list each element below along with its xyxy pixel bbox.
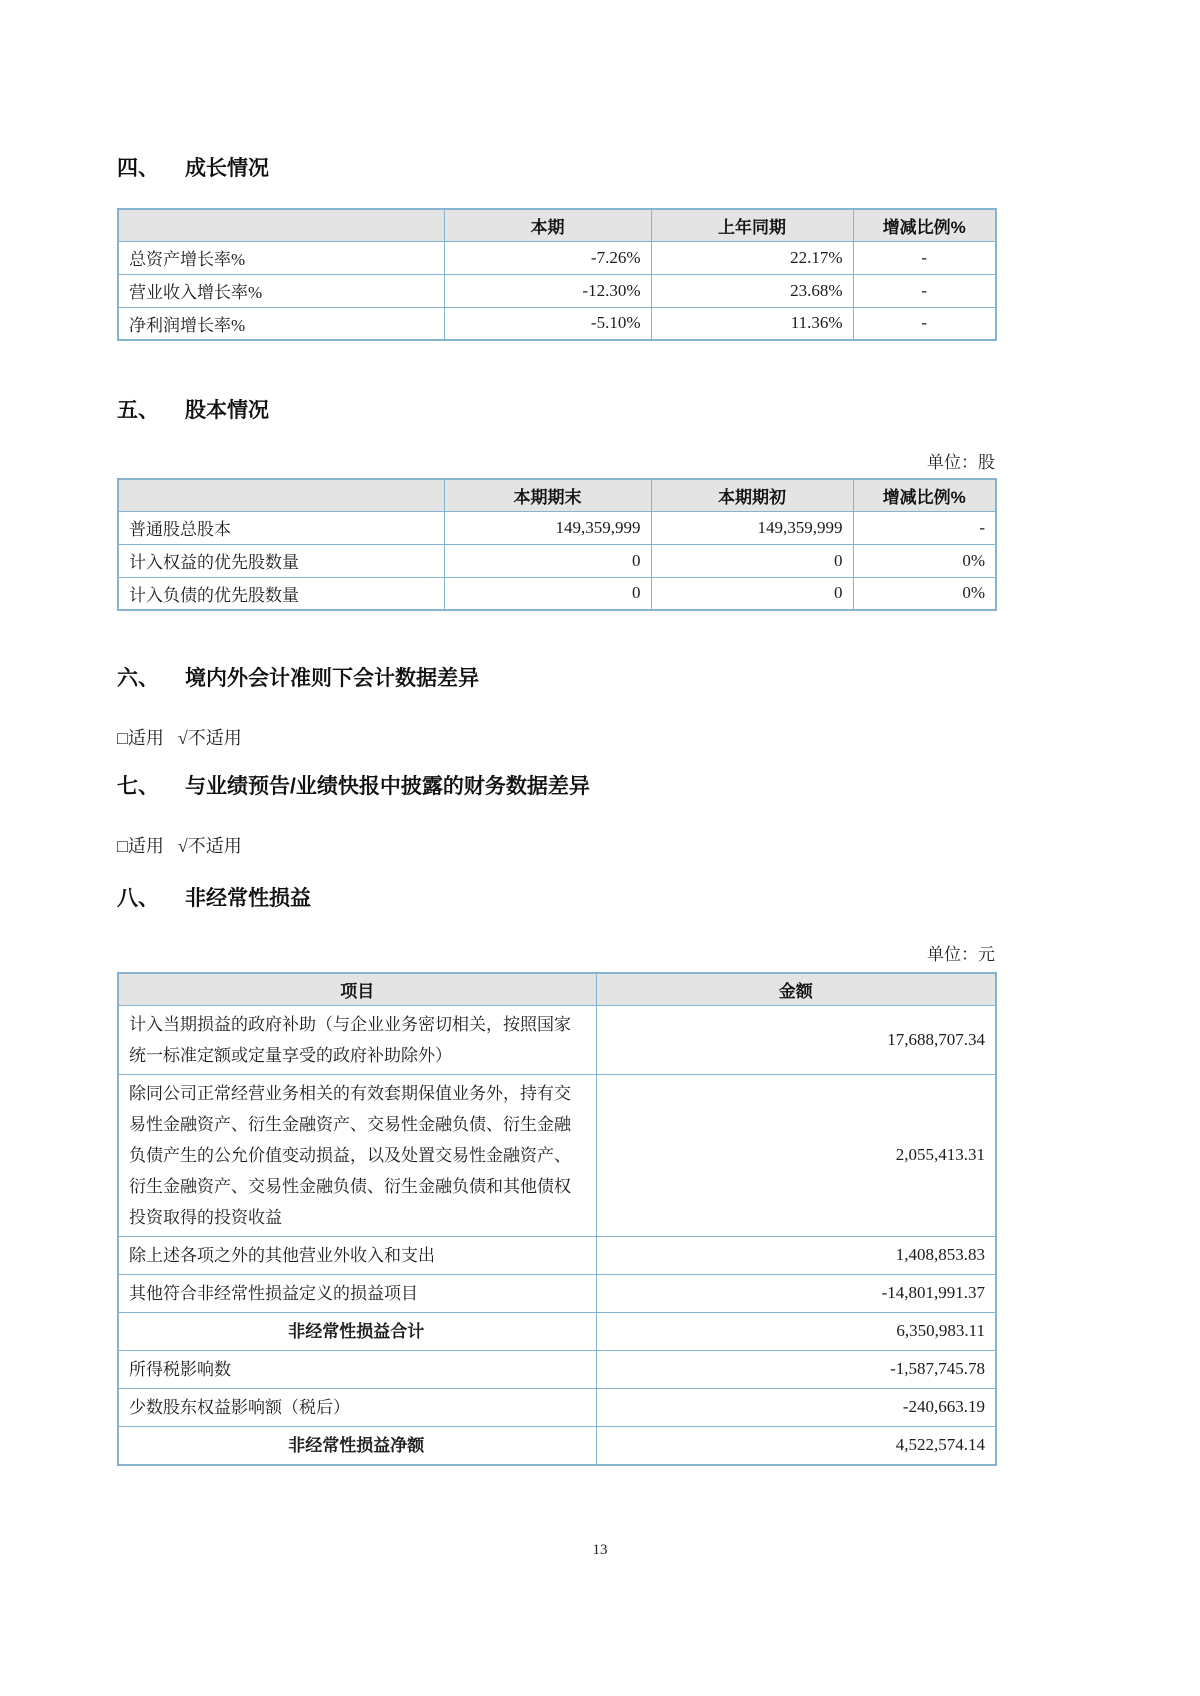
cell-current: -5.10% [444,307,651,340]
table-row [118,307,996,340]
cell-prior: 23.68% [651,274,853,307]
cell-item: 所得税影响数 [118,1350,596,1388]
cell-item: 净利润增长率% [118,307,444,340]
header-current-period: 本期 [444,209,651,241]
unit-label-yuan: 单位：元 [927,945,995,964]
cell-amount: 6,350,983.11 [596,1312,996,1350]
section-heading-share-capital [117,394,269,424]
section-heading-accounting-diff [117,662,479,692]
table-row [118,1350,996,1388]
cell-item: 其他符合非经常性损益定义的损益项目 [118,1274,596,1312]
table-row [118,1074,996,1236]
cell-amount: -240,663.19 [596,1388,996,1426]
cell-item: 非经常性损益合计 [118,1312,596,1350]
header-prior-period: 上年同期 [651,209,853,241]
section-title: 非经常性损益 [185,887,311,910]
cell-amount: 17,688,707.34 [596,1005,996,1074]
header-period-begin: 本期期初 [651,479,853,511]
cell-item: 营业收入增长率% [118,274,444,307]
section-number: 六、 [117,667,159,690]
cell-item: 非经常性损益净额 [118,1426,596,1465]
cell-change: - [853,241,996,274]
checkbox-not-applicable: √不适用 [177,728,242,748]
table-row [118,1005,996,1074]
cell-change: - [853,307,996,340]
section-title: 境内外会计准则下会计数据差异 [185,667,479,690]
unit-label-shares: 单位：股 [927,453,995,472]
header-item [118,479,444,511]
section-title: 与业绩预告/业绩快报中披露的财务数据差异 [185,775,590,798]
section-number: 四、 [117,157,159,180]
header-item: 项目 [118,973,596,1005]
page-number: 13 [592,1542,608,1558]
cell-amount: 4,522,574.14 [596,1426,996,1465]
cell-item: 除同公司正常经营业务相关的有效套期保值业务外，持有交易性金融资产、衍生金融资产、交易性金融负债、衍生金融负债产生的公允价值变动损益，以及处置交易性金融资产、衍生金融资产、交易性金融负债、衍生金融负债和其他债权投资取得的投资收益 [118,1074,596,1236]
table-row [118,577,996,610]
cell-item: 总资产增长率% [118,241,444,274]
table-row [118,1236,996,1274]
checkbox-applicable: □适用 [117,728,164,748]
section-number: 七、 [117,775,159,798]
table-row [118,544,996,577]
cell-begin: 149,359,999 [651,511,853,544]
cell-amount: -14,801,991.37 [596,1274,996,1312]
share-capital-table [117,478,997,611]
cell-current: -7.26% [444,241,651,274]
cell-begin: 0 [651,544,853,577]
table-row [118,1388,996,1426]
cell-item: 计入权益的优先股数量 [118,544,444,577]
applicability-line [117,724,242,750]
cell-change: - [853,274,996,307]
cell-current: -12.30% [444,274,651,307]
cell-change: 0% [853,544,996,577]
section-number: 五、 [117,399,159,422]
section-number: 八、 [117,887,159,910]
table-header-row [118,209,996,241]
header-amount: 金额 [596,973,996,1005]
cell-begin: 0 [651,577,853,610]
cell-change: - [853,511,996,544]
cell-end: 149,359,999 [444,511,651,544]
table-row [118,274,996,307]
table-header-row [118,479,996,511]
table-row [118,1274,996,1312]
cell-prior: 22.17% [651,241,853,274]
cell-end: 0 [444,577,651,610]
cell-item: 少数股东权益影响额（税后） [118,1388,596,1426]
table-row-subtotal [118,1312,996,1350]
section-title: 成长情况 [185,157,269,180]
header-change-ratio: 增减比例% [853,209,996,241]
section-heading-forecast-diff [117,770,590,800]
cell-change: 0% [853,577,996,610]
table-row-total [118,1426,996,1465]
section-heading-growth [117,152,269,182]
cell-amount: 2,055,413.31 [596,1074,996,1236]
checkbox-not-applicable: √不适用 [177,836,242,856]
cell-item: 计入负债的优先股数量 [118,577,444,610]
header-item [118,209,444,241]
section-title: 股本情况 [185,399,269,422]
cell-item: 除上述各项之外的其他营业外收入和支出 [118,1236,596,1274]
applicability-line [117,832,242,858]
checkbox-applicable: □适用 [117,836,164,856]
section-heading-non-recurring [117,882,311,912]
cell-item: 普通股总股本 [118,511,444,544]
table-row [118,241,996,274]
cell-amount: -1,587,745.78 [596,1350,996,1388]
table-row [118,511,996,544]
cell-item: 计入当期损益的政府补助（与企业业务密切相关，按照国家统一标准定额或定量享受的政府补助除外） [118,1005,596,1074]
cell-amount: 1,408,853.83 [596,1236,996,1274]
non-recurring-table [117,972,997,1466]
header-change-ratio: 增减比例% [853,479,996,511]
growth-table [117,208,997,341]
table-header-row [118,973,996,1005]
header-period-end: 本期期末 [444,479,651,511]
cell-prior: 11.36% [651,307,853,340]
cell-end: 0 [444,544,651,577]
